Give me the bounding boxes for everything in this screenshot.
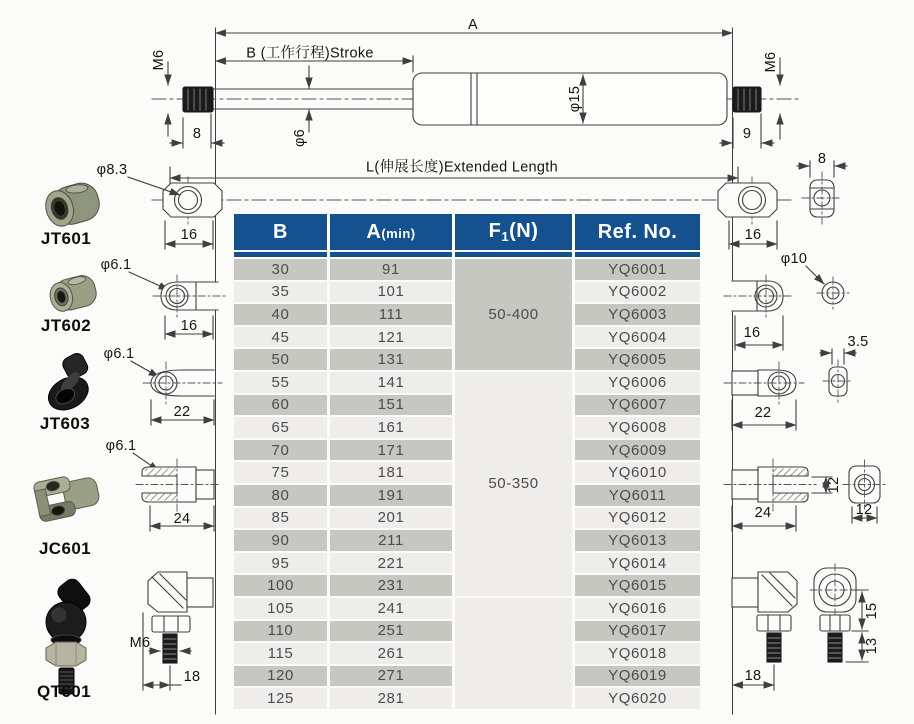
cell-b: 90 [234, 530, 327, 551]
cell-a: 91 [330, 259, 452, 280]
cell-b: 30 [234, 259, 327, 280]
jt603-drawing-right [724, 349, 856, 430]
cell-b: 35 [234, 282, 327, 303]
extended-length-label: L(伸展长度)Extended Length [366, 159, 558, 176]
qt601-thread-label: M6 [129, 635, 151, 651]
cell-a: 111 [330, 304, 452, 325]
cell-ref: YQ6004 [575, 327, 700, 348]
jc601-dia-label: φ6.1 [105, 438, 137, 454]
cell-a: 151 [330, 395, 452, 416]
cell-a: 271 [330, 666, 452, 687]
jt602-width-label: 16 [180, 318, 198, 334]
cell-b: 70 [234, 440, 327, 461]
cell-a: 141 [330, 372, 452, 393]
cell-b: 125 [234, 688, 327, 709]
jt603-name-label: JT603 [39, 414, 91, 433]
cell-b: 110 [234, 621, 327, 642]
eyelet-left-16: 16 [180, 227, 198, 243]
cell-ref: YQ6005 [575, 349, 700, 370]
header-underline-strip [234, 252, 700, 257]
right-phi10-label: φ10 [780, 251, 808, 267]
fitting-photo-jc601 [33, 470, 102, 522]
col-header-ref-no: Ref. No. [575, 214, 700, 250]
cell-a: 181 [330, 462, 452, 483]
qt601-width-label: 18 [183, 669, 201, 685]
table-row [234, 259, 700, 280]
cell-b: 95 [234, 553, 327, 574]
dim-a-label: A [468, 17, 478, 33]
cell-a: 211 [330, 530, 452, 551]
cell-b: 105 [234, 598, 327, 619]
cell-a: 101 [330, 282, 452, 303]
m6-right-label: M6 [763, 51, 779, 73]
col-header-a-min: A(min) [330, 214, 452, 250]
cell-a: 251 [330, 621, 452, 642]
cell-a: 121 [330, 327, 452, 348]
thread-right-dim: 9 [742, 126, 752, 142]
cell-ref: YQ6006 [575, 372, 700, 393]
right-3-5-label: 3.5 [847, 334, 869, 350]
cell-ref: YQ6007 [575, 395, 700, 416]
table-row [234, 598, 700, 619]
cell-a: 231 [330, 575, 452, 596]
nut-side-view-right [797, 161, 847, 224]
cell-b: 115 [234, 643, 327, 664]
spec-table-wrapper [231, 212, 703, 711]
cell-ref: YQ6017 [575, 621, 700, 642]
cell-ref: YQ6003 [575, 304, 700, 325]
jt601-dia-label: φ8.3 [96, 162, 128, 178]
right-24-label: 24 [754, 505, 772, 521]
cell-a: 201 [330, 508, 452, 529]
col-header-f1n: $F_1(N)$ [455, 214, 572, 250]
right-nut-8-label: 8 [817, 151, 827, 167]
cell-ref: YQ6002 [575, 282, 700, 303]
cell-b: 60 [234, 395, 327, 416]
jc601-name-label: JC601 [38, 539, 92, 558]
cell-b: 65 [234, 417, 327, 438]
right-12v-label: 12 [826, 476, 842, 494]
right-16-label: 16 [743, 325, 761, 341]
fitting-photo-qt601 [46, 576, 93, 694]
cell-b: 120 [234, 666, 327, 687]
cell-a: 241 [330, 598, 452, 619]
cell-ref: YQ6013 [575, 530, 700, 551]
cell-ref: YQ6020 [575, 688, 700, 709]
m6-left-label: M6 [151, 49, 167, 71]
cell-ref: YQ6012 [575, 508, 700, 529]
cell-a: 161 [330, 417, 452, 438]
right-18-label: 18 [744, 668, 762, 684]
cell-ref: YQ6018 [575, 643, 700, 664]
cell-b: 50 [234, 349, 327, 370]
fitting-photo-jt602 [47, 273, 99, 314]
qt601-drawing [143, 572, 213, 690]
cell-a: 281 [330, 688, 452, 709]
cell-b: 40 [234, 304, 327, 325]
cell-b: 55 [234, 372, 327, 393]
cell-ref: YQ6011 [575, 485, 700, 506]
cell-ref: YQ6010 [575, 462, 700, 483]
cell-a: 131 [330, 349, 452, 370]
phi6-label: φ6 [292, 128, 308, 148]
right-15-label: 15 [864, 602, 880, 620]
phi15-label: φ15 [567, 85, 583, 113]
eyelet-right-16: 16 [744, 227, 762, 243]
table-row [234, 372, 700, 393]
right-22-label: 22 [754, 405, 772, 421]
fitting-photo-jt601 [41, 178, 103, 230]
cell-a: 261 [330, 643, 452, 664]
cell-ref: YQ6014 [575, 553, 700, 574]
jt602-dia-label: φ6.1 [100, 257, 132, 273]
cell-ref: YQ6009 [575, 440, 700, 461]
cell-ref: YQ6015 [575, 575, 700, 596]
cell-b: 85 [234, 508, 327, 529]
jt602-name-label: JT602 [40, 316, 92, 335]
cell-a: 171 [330, 440, 452, 461]
jt603-width-label: 22 [173, 404, 191, 420]
cell-ref: YQ6019 [575, 666, 700, 687]
spec-table [231, 212, 703, 711]
qt601-name-label: QT601 [37, 682, 91, 701]
cell-f1-group-3 [455, 598, 572, 709]
stroke-dim-label: B (工作行程)Stroke [246, 45, 374, 62]
cell-ref: YQ6008 [575, 417, 700, 438]
col-header-b: B [234, 214, 327, 250]
cell-a: 191 [330, 485, 452, 506]
cell-a: 221 [330, 553, 452, 574]
cell-b: 100 [234, 575, 327, 596]
fitting-photo-jt603 [35, 351, 102, 416]
cell-ref: YQ6016 [575, 598, 700, 619]
cell-b: 80 [234, 485, 327, 506]
cell-f1-group-2: 50-350 [455, 372, 572, 596]
jt603-dia-label: φ6.1 [103, 346, 135, 362]
right-12b-label: 12 [855, 502, 873, 518]
jt601-name-label: JT601 [40, 229, 92, 248]
cell-b: 75 [234, 462, 327, 483]
jc601-width-label: 24 [173, 511, 191, 527]
cell-ref: YQ6001 [575, 259, 700, 280]
cell-f1-group-1: 50-400 [455, 259, 572, 370]
thread-left-dim: 8 [192, 126, 202, 142]
right-13-label: 13 [864, 637, 880, 655]
cell-b: 45 [234, 327, 327, 348]
jc601-drawing-right [724, 459, 886, 531]
